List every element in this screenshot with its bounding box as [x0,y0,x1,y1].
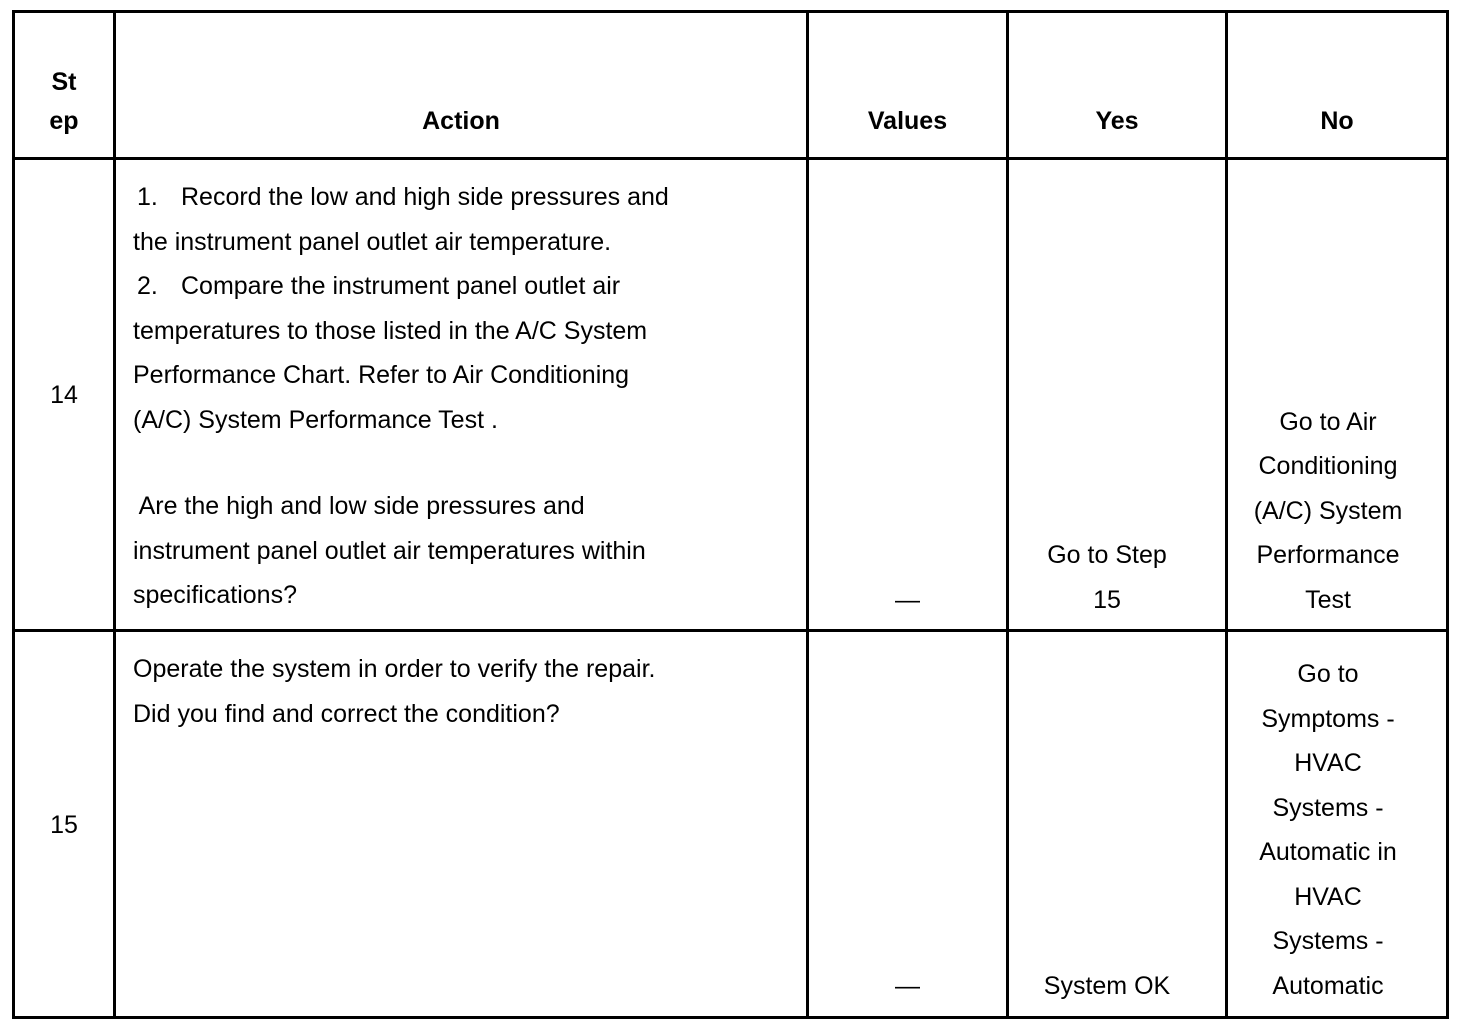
header-action-label: Action [422,107,500,135]
action-list-item [133,175,803,220]
column-divider [113,10,116,1019]
no-cell [1228,160,1428,622]
list-number: 2. [137,272,158,300]
action-line: Operate the system in order to verify the repair. [133,655,656,683]
no-line: Systems - [1272,927,1384,955]
step-number: 14 [50,381,78,409]
action-line: temperatures to those listed in the A/C System [133,316,648,345]
action-cell [133,647,803,736]
header-step [15,13,113,157]
header-yes-label: Yes [1095,107,1139,135]
no-line: Go to [1297,660,1359,688]
no-line: Automatic in [1259,838,1397,866]
yes-cell [1009,632,1205,1008]
no-line: HVAC [1294,749,1362,777]
action-line: Did you find and correct the condition? [133,699,560,728]
list-number: 1. [137,183,158,211]
action-question [133,484,803,618]
header-step-line-1: St [51,68,77,96]
action-line: (A/C) System Performance Test . [133,405,498,434]
question-line: specifications? [133,581,297,609]
action-line: the instrument panel outlet air temperature. [133,227,612,256]
no-line: Conditioning [1258,452,1398,480]
header-values [809,13,1006,157]
header-no [1228,13,1446,157]
step-number: 15 [50,811,78,839]
action-line: Record the low and high side pressures and [181,183,669,211]
header-no-label: No [1320,107,1354,135]
no-cell [1228,632,1428,1008]
question-line: instrument panel outlet air temperatures within [133,536,646,565]
no-line: Symptoms - [1261,704,1395,733]
values-dash: — [895,585,920,614]
header-values-label: Values [867,107,948,135]
yes-line: 15 [1093,585,1121,614]
action-list-item [133,264,803,309]
action-line: Performance Chart. Refer to Air Conditioning [133,361,630,389]
action-line: Compare the instrument panel outlet air [181,272,621,300]
header-action [116,13,806,157]
values-dash: — [895,971,920,1000]
header-yes [1009,13,1225,157]
action-cell [133,175,803,442]
no-line: Test [1305,585,1351,614]
yes-line: System OK [1043,971,1171,1000]
no-line: HVAC [1294,882,1362,911]
no-line: Performance [1256,541,1400,569]
yes-line: Go to Step [1047,541,1167,569]
question-line: Are the high and low side pressures and [133,492,585,520]
values-cell [809,632,1006,1008]
no-line: Go to Air [1279,407,1377,436]
no-line: Automatic [1272,971,1384,1000]
no-line: (A/C) System [1253,496,1403,525]
yes-cell [1009,160,1205,622]
no-line: Systems - [1272,793,1384,822]
header-step-line-2: ep [49,107,79,135]
values-cell [809,160,1006,622]
